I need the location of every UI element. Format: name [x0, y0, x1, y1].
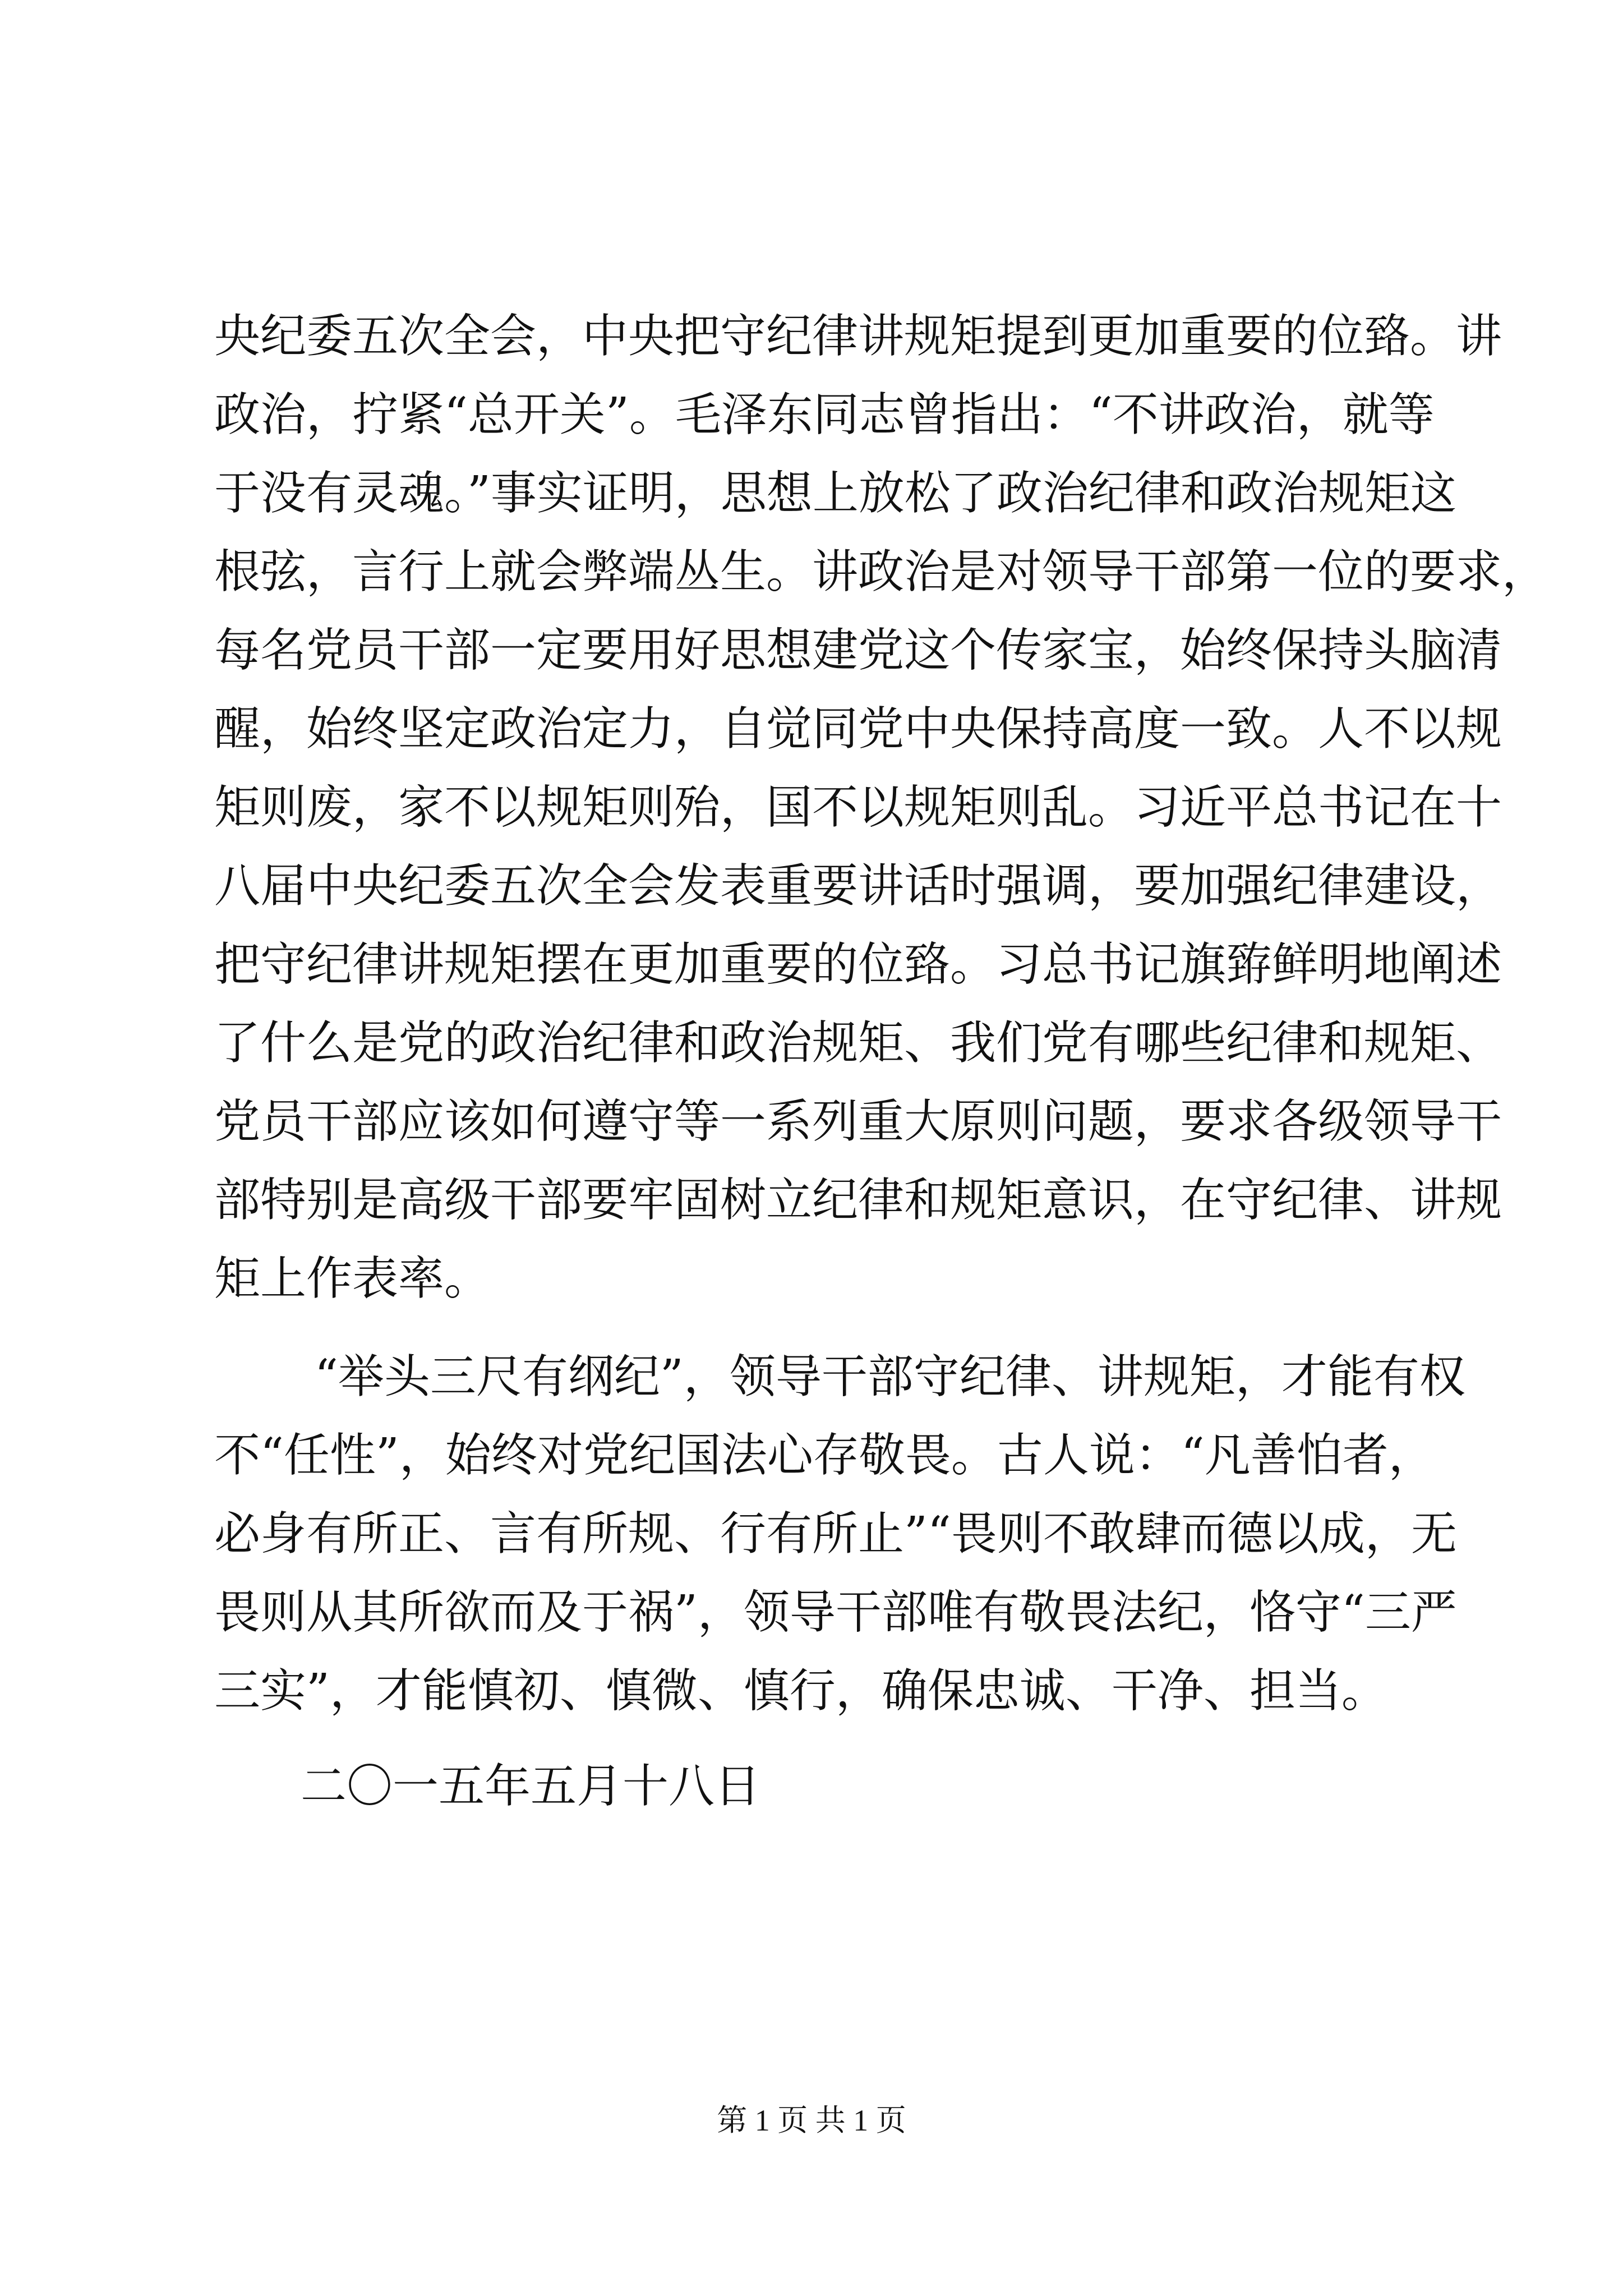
paragraph-1-line-7: 矩则废，家不以规矩则殆，国不以规矩则乱。习近平总书记在十 [214, 781, 1502, 834]
paragraph-1-line-8: 八届中央纪委五次全会发表重要讲话时强调，要加强纪律建设， [214, 859, 1502, 913]
paragraph-1-line-13: 矩上作表率。 [214, 1252, 491, 1305]
paragraph-2-line-1: “举头三尺有纲纪”，领导干部守纪律、讲规矩，才能有权 [315, 1350, 1465, 1404]
paragraph-1-line-6: 醒，始终坚定政治定力，自觉同党中央保持高度一致。人不以规 [214, 702, 1502, 756]
paragraph-2-line-4: 畏则从其所欲而及于祸”，领导干部唯有敬畏法纪，恪守“三严 [214, 1586, 1457, 1639]
paragraph-1-line-9: 把守纪律讲规矩摆在更加重要的位臵。习总书记旗臶鲜明地阐述 [214, 938, 1502, 991]
document-date: 二〇一五年五月十八日 [301, 1760, 761, 1813]
paragraph-1-line-12: 部特别是高级干部要牢固树立纪律和规矩意识，在守纪律、讲规 [214, 1174, 1502, 1227]
paragraph-1-line-5: 每名党员干部一定要用好思想建党这个传家宝，始终保持头脑清 [214, 624, 1502, 677]
paragraph-1-line-4: 根弦，言行上就会弊端丛生。讲政治是对领导干部第一位的要求， [214, 545, 1548, 599]
paragraph-2-line-2: 不“任性”，始终对党纪国法心存敬畏。古人说：“凡善怕者， [214, 1429, 1435, 1482]
paragraph-2-line-3: 必身有所正、言有所规、行有所止”“畏则不敢肆而德以成，无 [214, 1507, 1457, 1561]
page-number-footer: 第 1 页 共 1 页 [717, 2104, 906, 2137]
paragraph-1-line-3: 于没有灵魂。”事实证明，思想上放松了政治纪律和政治规矩这 [214, 467, 1456, 520]
paragraph-1-line-11: 党员干部应该如何遵守等一系列重大原则问题，要求各级领导干 [214, 1095, 1502, 1148]
paragraph-1-line-10: 了什么是党的政治纪律和政治规矩、我们党有哪些纪律和规矩、 [214, 1016, 1502, 1070]
paragraph-1-line-2: 政治，拧紧“总开关”。毛泽东同志曾指出：“不讲政治，就等 [214, 388, 1435, 441]
paragraph-1-line-1: 央纪委五次全会，中央把守纪律讲规矩提到更加重要的位臵。讲 [214, 310, 1502, 363]
paragraph-2-line-5: 三实”，才能慎初、慎微、慎行，确保忠诚、干净、担当。 [214, 1664, 1387, 1718]
